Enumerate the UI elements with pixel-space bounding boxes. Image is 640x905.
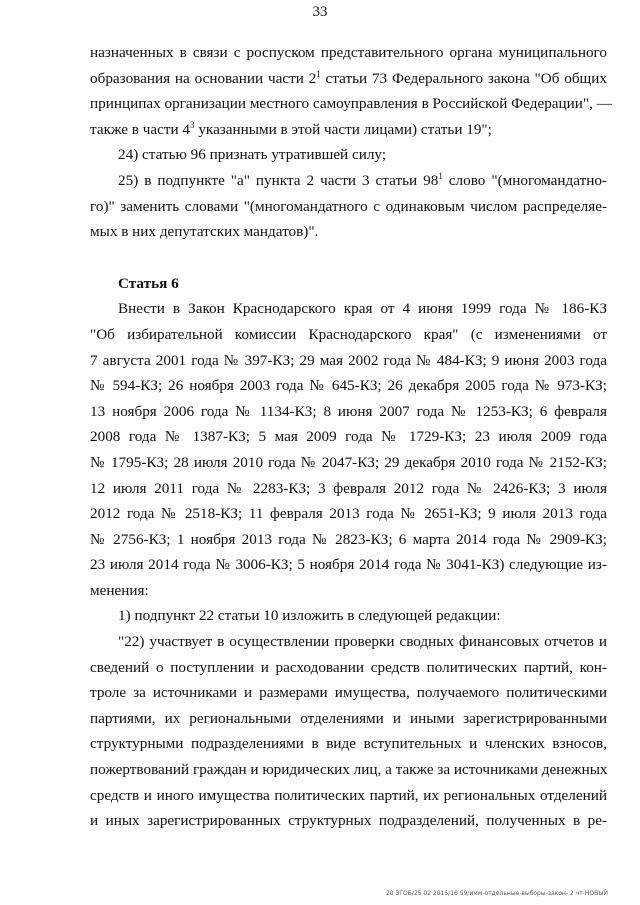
document-body	[90, 40, 612, 834]
page-number: 33	[312, 4, 328, 20]
text-line: мых в них депутатских мандатов)".	[90, 223, 319, 241]
text-line: 2012 года № 2518-КЗ; 11 февраля 2013 года № 2651-КЗ; 9 июля 2013 года	[90, 505, 607, 523]
text-line: 23 июля 2014 года № 3006-КЗ; 5 ноября 2014 года № 3041-КЗ) следующие из-	[90, 556, 607, 574]
text-line: принципах организации местного самоуправления в Российской Федерации", —	[90, 95, 612, 113]
text-line: № 594-КЗ; 26 ноября 2003 года № 645-КЗ; 26 декабря 2005 года № 973-КЗ;	[90, 377, 607, 395]
text-line: "22) участвует в осуществлении проверки сводных финансовых отчетов и	[118, 633, 607, 651]
text-line: менения:	[90, 581, 149, 599]
text-line: 12 июля 2011 года № 2283-КЗ; 3 февраля 2012 года № 2426-КЗ; 3 июля	[90, 479, 607, 497]
text-line: 24) статью 96 признать утратившей силу;	[118, 146, 387, 164]
paragraph-gap	[90, 245, 607, 271]
article-heading: Статья 6	[118, 274, 179, 292]
text-line: го)" заменить словами "(многомандатного с одинаковым числом распределяе-	[90, 197, 607, 215]
text-line: "Об избирательной комиссии Краснодарского края" (с изменениями от	[90, 325, 607, 343]
superscript: 1	[438, 170, 443, 181]
document-footer-path: 20 ЗГОБ/25 02 2015/16 59/имм-отдельные-выборы-закон- 2 чт-НОВЫЙ	[385, 890, 608, 897]
text-line: также в части $4^3$ указанными в этой части лицами) статьи 19";	[90, 119, 492, 138]
text-line: средств и иного имущества политических партий, их региональных отделений	[90, 786, 607, 804]
text-line: 2008 года № 1387-КЗ; 5 мая 2009 года № 1729-КЗ; 23 июля 2009 года	[90, 428, 607, 446]
text-line: пожертвований граждан и юридических лиц, а также за источниками денежных	[90, 761, 608, 779]
text-line: структурными подразделениями в виде вступительных и членских взносов,	[90, 735, 607, 753]
text-line: 7 августа 2001 года № 397-КЗ; 29 мая 2002 года № 484-КЗ; 9 июня 2003 года	[90, 351, 607, 369]
text-line: образования на основании части $2^1$ статьи 73 Федерального закона "Об общих	[90, 68, 607, 87]
text-line: 13 ноября 2006 года № 1134-КЗ; 8 июня 2007 года № 1253-КЗ; 6 февраля	[90, 402, 607, 420]
superscript: 3	[190, 119, 195, 130]
text-line: назначенных в связи с роспуском представительного органа муниципального	[90, 44, 607, 61]
text-line: сведений о поступлении и расходовании средств политических партий, кон-	[90, 658, 607, 676]
text-line: троле за источниками и размерами имущества, получаемого политическими	[90, 684, 607, 702]
text-line: 1) подпункт 22 статьи 10 изложить в следующей редакции:	[118, 607, 501, 625]
text-line: партиями, их региональными отделениями и иными зарегистрированными	[90, 709, 607, 727]
text-line: и иных зарегистрированных структурных подразделений, полученных в ре-	[90, 812, 607, 830]
text-line: № 2756-КЗ; 1 ноября 2013 года № 2823-КЗ; 6 марта 2014 года № 2909-КЗ;	[90, 530, 607, 548]
text-line: № 1795-КЗ; 28 июля 2010 года № 2047-КЗ; 29 декабря 2010 года № 2152-КЗ;	[90, 453, 607, 471]
superscript: 1	[316, 68, 321, 79]
text-line: Внести в Закон Краснодарского края от 4 июня 1999 года № 186-КЗ	[118, 300, 607, 318]
text-line: 25) в подпункте "а" пункта 2 части 3 статьи $98^1$ слово "(многомандатно-	[118, 170, 607, 189]
